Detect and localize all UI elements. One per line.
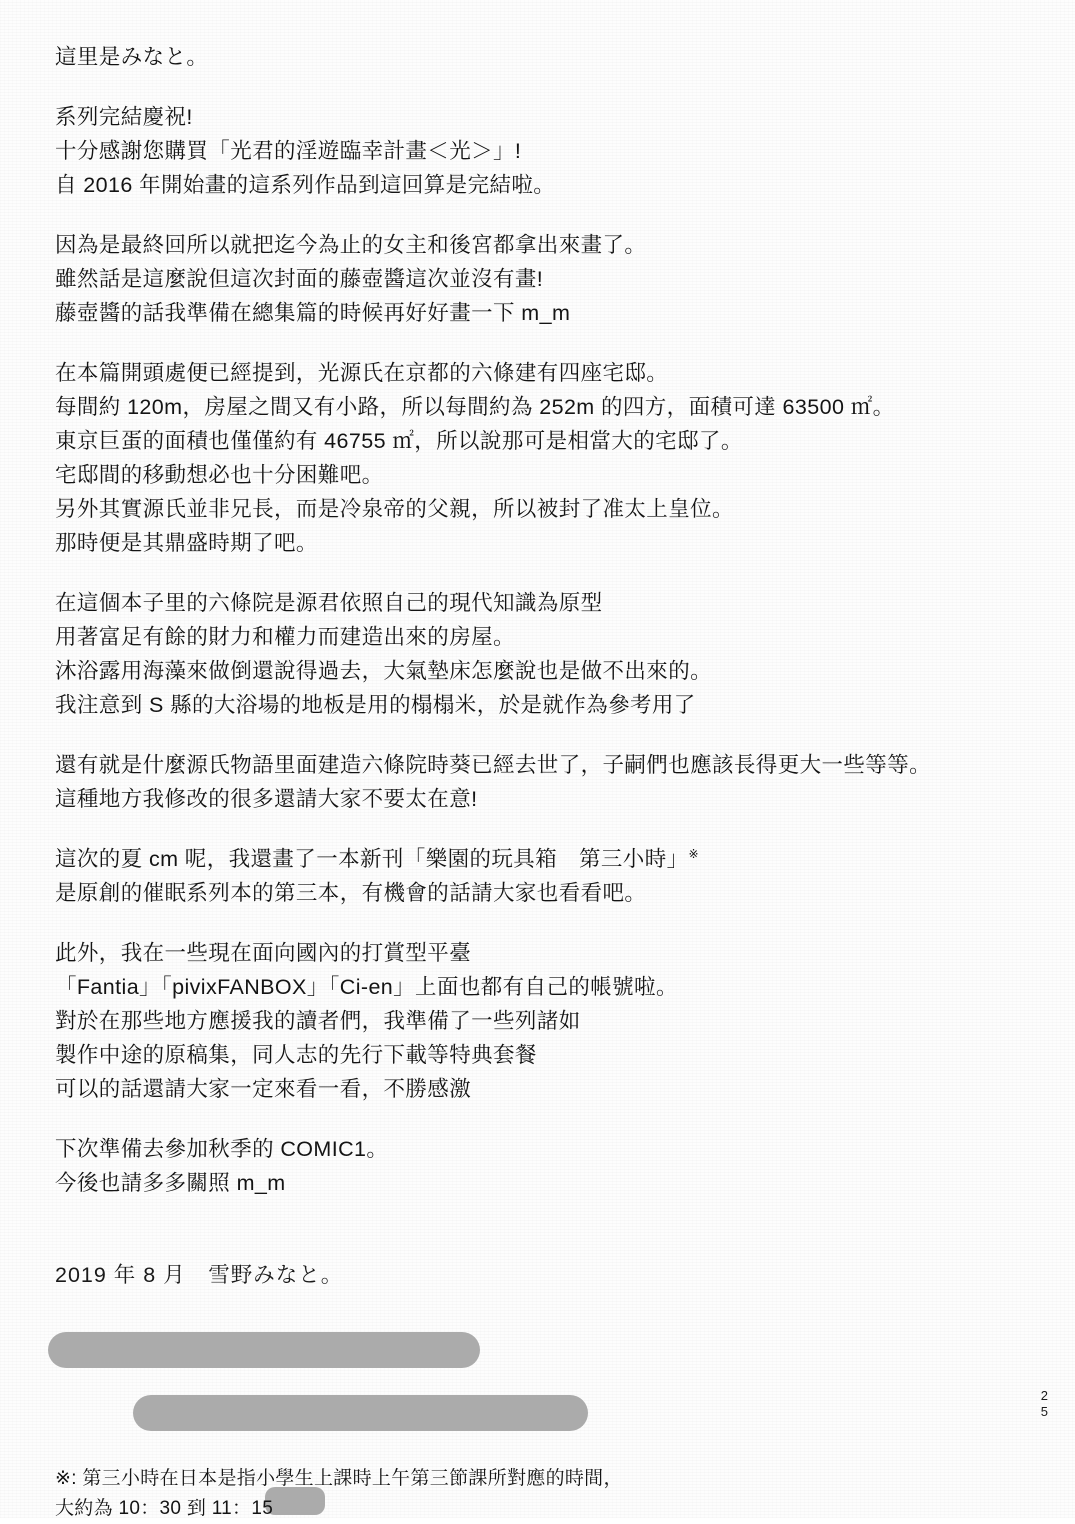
- footnote-line-1: ※: 第三小時在日本是指小學生上課時上午第三節課所對應的時間，: [55, 1468, 623, 1489]
- greeting-paragraph: [55, 40, 1035, 74]
- page-number: 2 5: [1040, 1388, 1048, 1419]
- paragraph-4: [55, 586, 1035, 722]
- paragraph-6-line-1-text: 這次的夏 cm 呢，我還畫了一本新刊「樂園的玩具箱 第三小時」: [55, 847, 689, 871]
- paragraph-6: [55, 842, 1035, 910]
- paragraph-3: [55, 356, 1035, 560]
- paragraph-8: [55, 1132, 1035, 1200]
- paragraph-3-line-1: 在本篇開頭處便已經提到，光源氏在京都的六條建有四座宅邸。: [55, 361, 669, 385]
- censor-blob-2: [133, 1395, 588, 1431]
- paragraph-7-line-1: 此外，我在一些現在面向國內的打賞型平臺: [55, 941, 472, 965]
- footnote-marker: ※: [688, 846, 699, 861]
- paragraph-4-line-1: 在這個本子里的六條院是源君依照自己的現代知識為原型: [55, 591, 603, 615]
- paragraph-7-line-2: 「Fantia」「pivixFANBOX」「Ci-en」上面也都有自己的帳號啦。: [55, 975, 678, 999]
- footnote-block: [55, 1464, 955, 1524]
- paragraph-2-line-1: 因為是最終回所以就把迄今為止的女主和後宮都拿出來畫了。: [55, 233, 647, 257]
- paragraph-1-line-1: 系列完結慶祝!: [55, 105, 193, 129]
- paragraph-1: [55, 100, 1035, 202]
- paragraph-7-line-5: 可以的話還請大家一定來看一看，不勝感激: [55, 1077, 472, 1101]
- footnote-line-2: 大約為 10：30 到 11：15: [55, 1498, 274, 1519]
- paragraph-7-line-3: 對於在那些地方應援我的讀者們，我準備了一些列諸如: [55, 1009, 581, 1033]
- paragraph-2-line-2: 雖然話是這麼說但這次封面的藤壺醬這次並沒有畫!: [55, 267, 544, 291]
- paragraph-3-line-6: 那時便是其鼎盛時期了吧。: [55, 531, 318, 555]
- paragraph-4-line-3: 沐浴露用海藻來做倒還說得過去，大氣墊床怎麼說也是做不出來的。: [55, 659, 713, 683]
- paragraph-1-line-3: 自 2016 年開始畫的這系列作品到這回算是完結啦。: [55, 173, 556, 197]
- paragraph-6-line-2: 是原創的催眠系列本的第三本，有機會的話請大家也看看吧。: [55, 881, 647, 905]
- paragraph-4-line-2: 用著富足有餘的財力和權力而建造出來的房屋。: [55, 625, 515, 649]
- greeting-line: 這里是みなと。: [55, 45, 209, 69]
- paragraph-3-line-2: 每間約 120m，房屋之間又有小路，所以每間約為 252m 的四方，面積可達 63500 ㎡。: [55, 395, 895, 419]
- afterword-text-block: [55, 40, 1035, 1292]
- paragraph-3-line-4: 宅邸間的移動想必也十分困難吧。: [55, 463, 384, 487]
- censor-blob-1: [48, 1332, 480, 1368]
- paragraph-6-line-1: [55, 842, 1035, 876]
- paragraph-5: [55, 748, 1035, 816]
- paragraph-8-line-1: 下次準備去參加秋季的 COMIC1。: [55, 1137, 389, 1161]
- paragraph-7: [55, 936, 1035, 1106]
- paragraph-1-line-2: 十分感謝您購買「光君的淫遊臨幸計畫＜光＞」!: [55, 139, 522, 163]
- paragraph-8-line-2: 今後也請多多關照 m_m: [55, 1171, 286, 1195]
- paragraph-4-line-4: 我注意到 S 縣的大浴場的地板是用的榻榻米，於是就作為參考用了: [55, 693, 696, 717]
- paragraph-2-line-3: 藤壺醬的話我準備在總集篇的時候再好好畫一下 m_m: [55, 301, 571, 325]
- paragraph-2: [55, 228, 1035, 330]
- paragraph-5-line-2: 這種地方我修改的很多還請大家不要太在意!: [55, 787, 478, 811]
- signature-line: 2019 年 8 月 雪野みなと。: [55, 1263, 344, 1287]
- paragraph-5-line-1: 還有就是什麼源氏物語里面建造六條院時葵已經去世了，子嗣們也應該長得更大一些等等。: [55, 753, 932, 777]
- paragraph-7-line-4: 製作中途的原稿集，同人志的先行下載等特典套餐: [55, 1043, 537, 1067]
- paragraph-3-line-5: 另外其實源氏並非兄長，而是冷泉帝的父親，所以被封了准太上皇位。: [55, 497, 734, 521]
- paragraph-3-line-3: 東京巨蛋的面積也僅僅約有 46755 ㎡，所以說那可是相當大的宅邸了。: [55, 429, 743, 453]
